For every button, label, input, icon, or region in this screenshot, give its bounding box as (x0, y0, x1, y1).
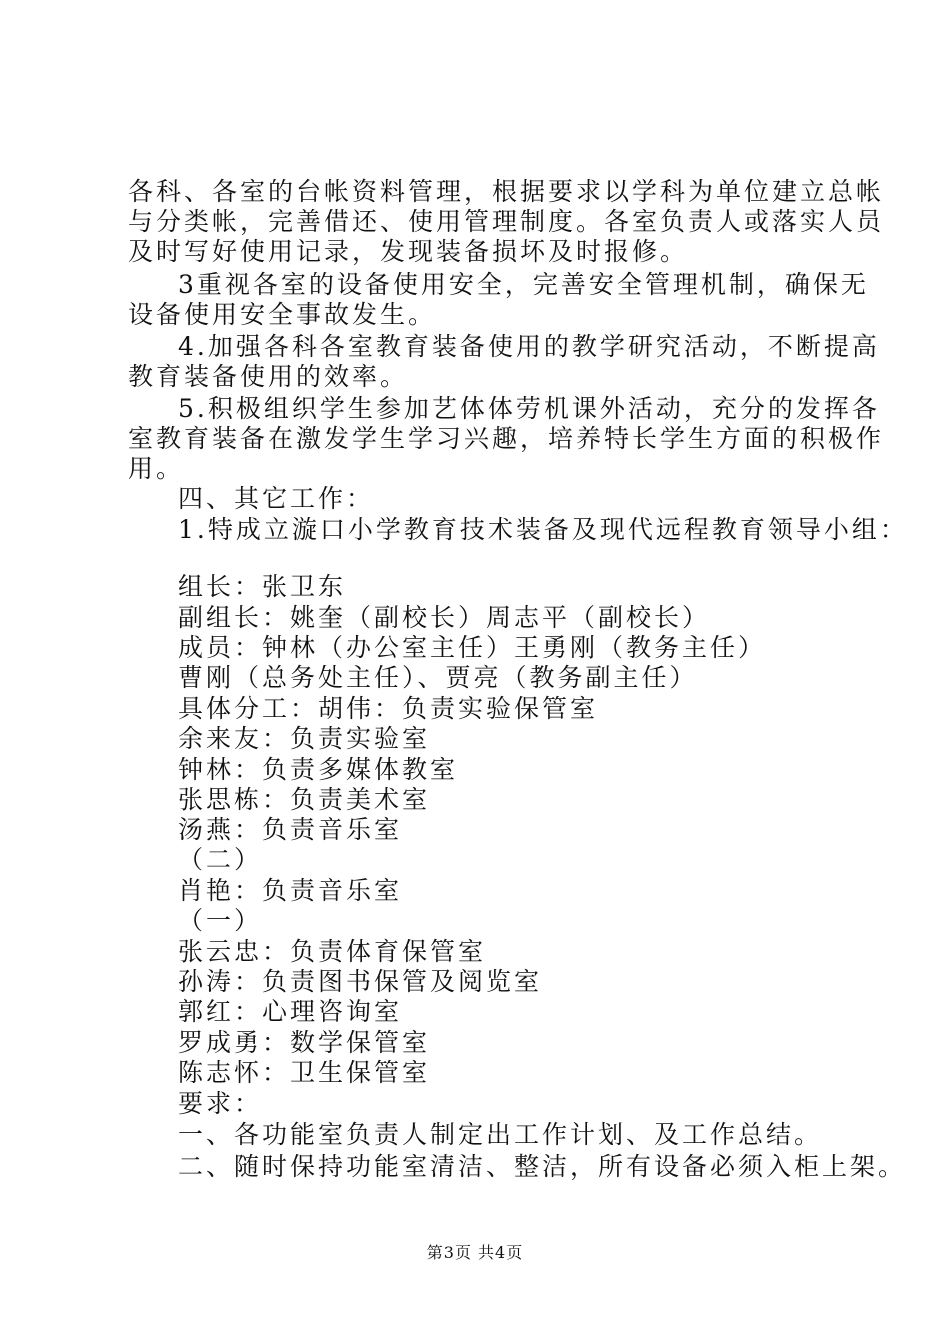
paragraph-line: 及时写好使用记录，发现装备损坏及时报修。 (128, 237, 689, 266)
assignment-line: （一） (178, 906, 263, 935)
paragraph-line: 各科、各室的台帐资料管理，根据要求以学科为单位建立总帐 (128, 177, 885, 206)
group-members: 曹刚（总务处主任）、贾亮（教务副主任） (178, 663, 698, 692)
paragraph-line: 室教育装备在激发学生学习兴趣，培养特长学生方面的积极作 (128, 424, 885, 453)
assignment-line: 孙涛：负责图书保管及阅览室 (178, 967, 543, 996)
paragraph-line: 3重视各室的设备使用安全，完善安全管理机制，确保无 (178, 270, 869, 299)
assignment-line: 郭红：心理咨询室 (178, 997, 403, 1026)
requirement-item: 二、随时保持功能室清洁、整洁，所有设备必须入柜上架。 (178, 1152, 907, 1181)
assignment-line: 张思栋：负责美术室 (178, 785, 431, 814)
page-footer: 第3页 共4页 (426, 1243, 524, 1262)
assignment-line: 钟林：负责多媒体教室 (178, 755, 459, 784)
section-heading: 四、其它工作： (178, 484, 375, 513)
paragraph-line: 设备使用安全事故发生。 (128, 300, 437, 329)
paragraph-line: 5.积极组织学生参加艺体体劳机课外活动，充分的发挥各 (178, 394, 880, 423)
assignment-line: 肖艳：负责音乐室 (178, 876, 403, 905)
paragraph-line: 用。 (128, 454, 185, 483)
requirement-item: 一、各功能室负责人制定出工作计划、及工作总结。 (178, 1120, 823, 1149)
assignment-line: 张云忠：负责体育保管室 (178, 937, 487, 966)
paragraph-line: 4.加强各科各室教育装备使用的教学研究活动，不断提高 (178, 332, 880, 361)
group-deputy: 副组长：姚奎（副校长）周志平（副校长） (178, 603, 711, 632)
assignment-line: 陈志怀：卫生保管室 (178, 1058, 431, 1087)
paragraph-line: 1.特成立漩口小学教育技术装备及现代远程教育领导小组： (178, 515, 908, 544)
assignment-line: 具体分工：胡伟：负责实验保管室 (178, 694, 599, 723)
paragraph-line: 教育装备使用的效率。 (128, 362, 409, 391)
assignment-line: 罗成勇：数学保管室 (178, 1028, 431, 1057)
assignment-line: 汤燕：负责音乐室 (178, 815, 403, 844)
assignment-line: 余来友：负责实验室 (178, 724, 431, 753)
paragraph-line: 与分类帐，完善借还、使用管理制度。各室负责人或落实人员 (128, 207, 885, 236)
group-members: 成员：钟林（办公室主任）王勇刚（教务主任） (178, 633, 767, 662)
requirements-heading: 要求： (178, 1089, 263, 1118)
assignment-line: （二） (178, 845, 263, 874)
group-leader: 组长：张卫东 (178, 572, 347, 601)
